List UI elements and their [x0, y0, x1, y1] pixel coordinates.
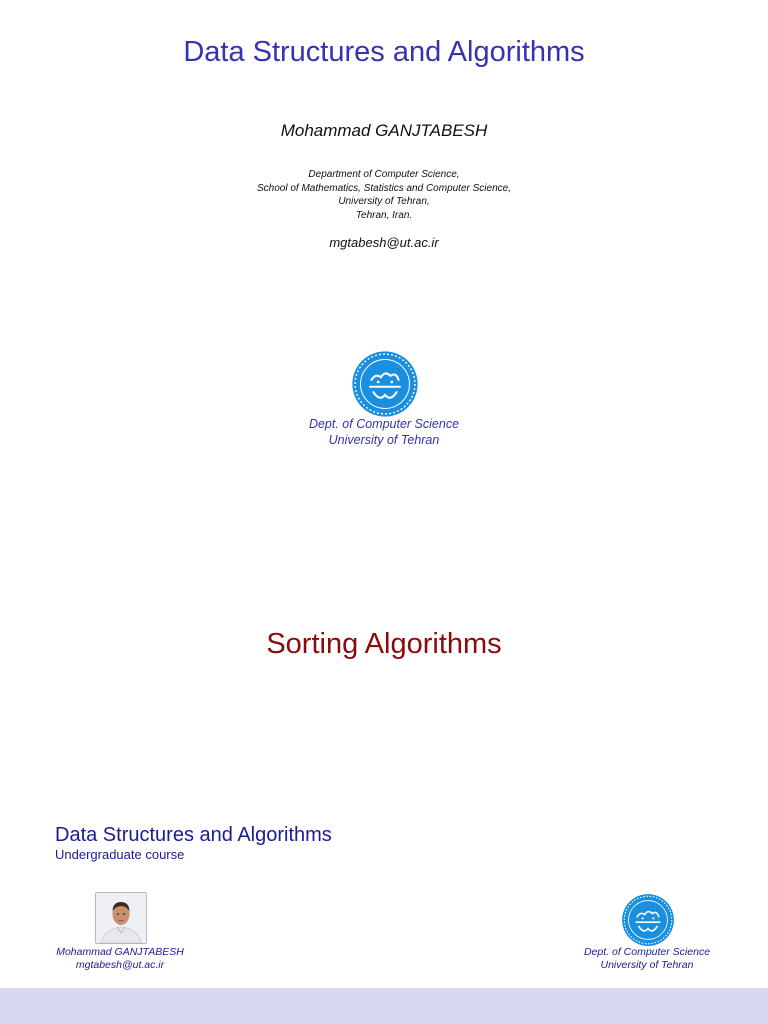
author-photo — [95, 892, 147, 944]
course-title: Data Structures and Algorithms — [55, 824, 332, 846]
university-of-tehran-logo-icon — [351, 350, 419, 418]
logo-caption-line: University of Tehran — [328, 433, 440, 447]
section-title: Sorting Algorithms — [266, 628, 502, 660]
author-caption — [40, 946, 200, 972]
affiliation-block — [0, 168, 768, 222]
next-slide-header-band — [0, 988, 768, 1024]
author-caption-email: mgtabesh@ut.ac.ir — [75, 959, 165, 971]
affiliation-line: University of Tehran, — [338, 196, 430, 207]
dept-caption-line: University of Tehran — [600, 959, 694, 971]
author-caption-name: Mohammad GANJTABESH — [56, 946, 184, 958]
dept-caption-line: Dept. of Computer Science — [583, 946, 711, 958]
affiliation-line: Department of Computer Science, — [308, 169, 460, 180]
university-of-tehran-logo-icon — [621, 893, 675, 947]
affiliation-line: Tehran, Iran. — [355, 209, 413, 221]
author-email: mgtabesh@ut.ac.ir — [329, 235, 439, 250]
logo-caption — [0, 416, 768, 448]
affiliation-line: School of Mathematics, Statistics and Computer Science, — [256, 182, 511, 194]
slide-title: Data Structures and Algorithms — [183, 36, 585, 68]
author-name: Mohammad GANJTABESH — [280, 121, 488, 140]
dept-caption — [567, 946, 727, 972]
course-subtitle: Undergraduate course — [55, 847, 185, 862]
logo-caption-line: Dept. of Computer Science — [308, 417, 460, 431]
